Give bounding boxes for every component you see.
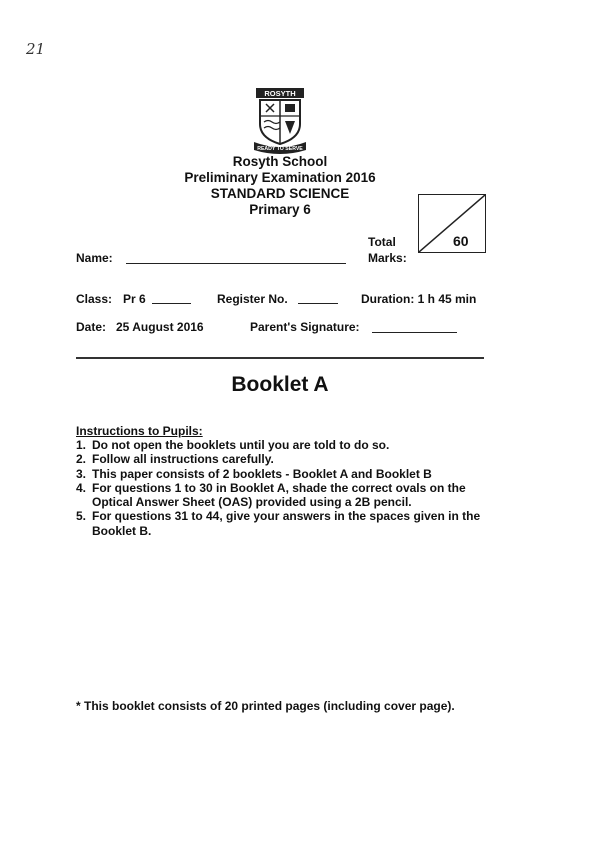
register-label: Register No.: [217, 292, 288, 306]
instruction-text: For questions 1 to 30 in Booklet A, shade the correct ovals on the Optical Answer Sheet (OAS) provided using a 2B pencil.: [92, 480, 466, 510]
instruction-item: [76, 452, 496, 466]
page-count-note: * This booklet consists of 20 printed pages (including cover page).: [76, 699, 455, 713]
instruction-text: For questions 31 to 44, give your answers in the spaces given in the Booklet B.: [92, 509, 481, 538]
instruction-text: Follow all instructions carefully.: [92, 452, 274, 467]
class-label: Class:: [76, 292, 113, 306]
instruction-text: Do not open the booklets until you are told to do so.: [92, 438, 390, 452]
section-divider: [76, 357, 484, 359]
crest-motto-text: READY TO SERVE: [257, 146, 303, 152]
marks-box-diagonal: [419, 195, 485, 252]
instructions-list: [76, 438, 496, 538]
signature-label: Parent's Signature:: [250, 320, 360, 334]
total-marks-value: 60: [453, 233, 469, 249]
name-line: [126, 263, 346, 264]
total-marks-box: [418, 194, 486, 253]
instruction-item: [76, 467, 496, 481]
class-value: Pr 6: [123, 292, 146, 306]
register-line: [298, 303, 338, 304]
instruction-number: 2.: [76, 452, 87, 467]
subject-title: STANDARD SCIENCE: [210, 186, 350, 201]
instruction-number: 3.: [76, 466, 87, 481]
handwritten-page-mark: 21: [26, 40, 46, 58]
instructions-title: Instructions to Pupils:: [76, 424, 203, 438]
signature-line: [372, 332, 457, 333]
instruction-text: This paper consists of 2 booklets - Booklet A and Booklet B: [92, 466, 432, 481]
instruction-item: [76, 481, 496, 510]
date-value: 25 August 2016: [116, 320, 204, 334]
exam-title: Preliminary Examination 2016: [184, 170, 376, 185]
class-line: [152, 303, 191, 304]
school-name: Rosyth School: [232, 154, 328, 169]
duration-text: Duration: 1 h 45 min: [361, 292, 477, 306]
crest-top-text: ROSYTH: [264, 89, 296, 98]
school-crest-logo: [252, 86, 308, 156]
total-label: Total: [368, 235, 396, 249]
instruction-number: 5.: [76, 509, 87, 524]
date-label: Date:: [76, 320, 107, 334]
instruction-item: [76, 438, 496, 452]
name-label: Name:: [76, 251, 113, 265]
marks-label: Marks:: [368, 251, 407, 265]
instruction-item: [76, 509, 496, 538]
level-title: Primary 6: [249, 202, 311, 217]
instruction-number: 1.: [76, 438, 87, 452]
instruction-number: 4.: [76, 480, 87, 495]
booklet-title: Booklet A: [231, 373, 329, 396]
